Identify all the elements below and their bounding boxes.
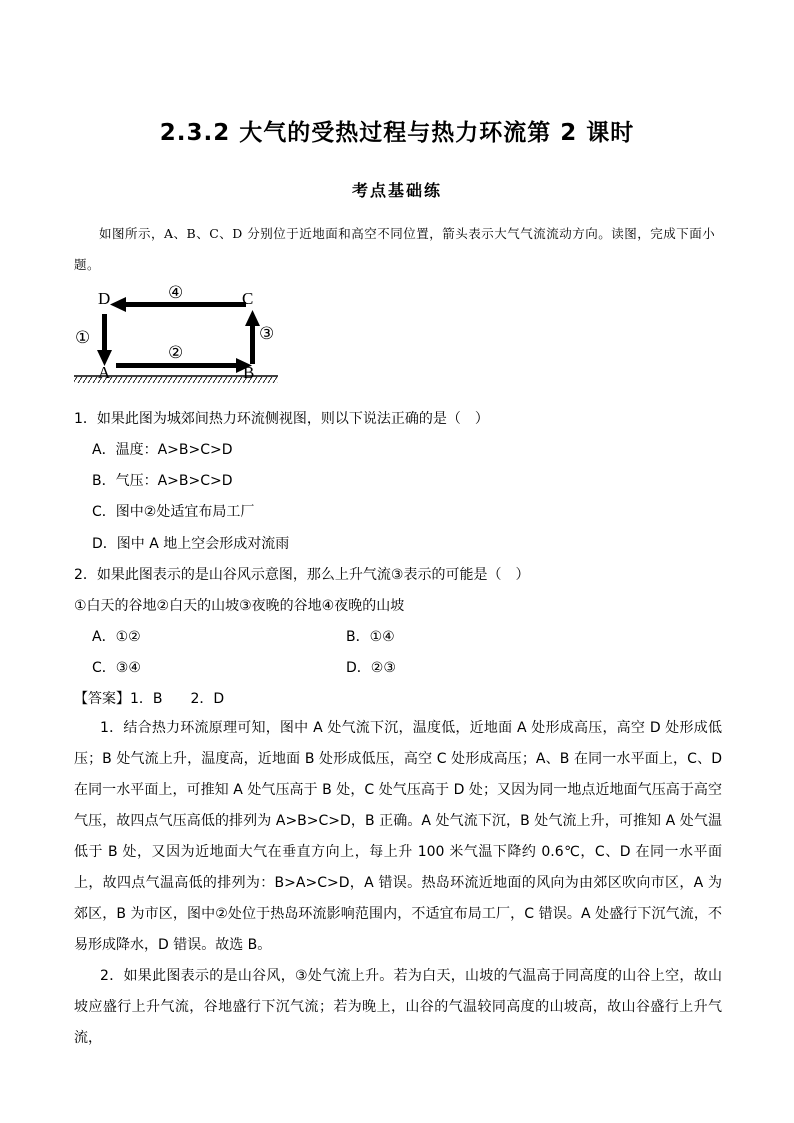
page-title: 2.3.2 大气的受热过程与热力环流第 2 课时: [159, 120, 635, 146]
question-2-choices: ①白天的谷地②白天的山坡③夜晚的谷地④夜晚的山坡: [74, 598, 405, 614]
label-circled-4: ④: [168, 284, 184, 303]
question-2-option-d: D．②③: [346, 660, 396, 676]
label-B: B: [243, 363, 255, 382]
arrow-3-head: [245, 310, 260, 326]
question-1-stem: 1．如果此图为城郊间热力环流侧视图，则以下说法正确的是（ ）: [74, 411, 489, 427]
intro-text: 如图所示，A、B、C、D 分别位于近地面和高空不同位置，箭头表示大气气流流动方向。读图，完成下面小题。: [74, 226, 716, 272]
answer-line: 【答案】1．B 2．D: [74, 691, 225, 707]
label-A: A: [98, 363, 111, 382]
question-1-option-b: B．气压：A>B>C>D: [92, 473, 233, 489]
circulation-diagram: [70, 284, 290, 390]
arrow-2-shaft: [116, 363, 240, 368]
question-1-option-d: D．图中 A 地上空会形成对流雨: [92, 536, 290, 552]
arrow-4-head: [110, 297, 126, 312]
label-C: C: [242, 289, 254, 308]
explanation-1: 1．结合热力环流原理可知，图中 A 处气流下沉，温度低，近地面 A 处形成高压，高空 D 处形成低压；B 处气流上升，温度高，近地面 B 处形成低压，高空 C 处形成高压；A、B 在同一水平面上，C、D 在同一水平面上，可推知 A 处气压高于 B 处，C 处气压高于 D 处；又因为同一地点近地面气压高于高空气压，故四点气压高低的排列为 A>B>C>D，B 正确。A 处气流下沉，B 处气流上升，可推知 A 处气温低于 B 处，又因为近地面大气在垂直方向上，每上升 100 米气温下降约 0.6℃，C、D 在同一水平面上，故四点气温高低的排列为：B>A>C>D，A 错误。热岛环流近地面的风向为由郊区吹向市区，A 为郊区，B 为市区，图中②处位于热岛环流影响范围内，不适宜布局工厂，C 错误。A 处盛行下沉气流，不易形成降水，D 错误。故选 B。: [74, 720, 722, 953]
label-circled-2: ②: [168, 343, 184, 363]
label-circled-3: ③: [259, 324, 275, 344]
arrow-4-shaft: [122, 302, 246, 307]
section-subtitle: 考点基础练: [351, 181, 442, 200]
question-2-stem: 2．如果此图表示的是山谷风示意图，那么上升气流③表示的可能是（ ）: [74, 567, 530, 583]
question-2-option-a: A．①②: [92, 629, 141, 645]
question-2-option-c: C．③④: [92, 660, 141, 676]
label-circled-1: ①: [75, 328, 91, 348]
arrow-3-shaft: [250, 324, 255, 364]
question-1-option-a: A．温度：A>B>C>D: [92, 442, 233, 458]
question-2-option-b: B．①④: [346, 629, 395, 645]
label-D: D: [98, 289, 111, 308]
question-1-option-c: C．图中②处适宜布局工厂: [92, 504, 255, 520]
explanation-2: 2．如果此图表示的是山谷风，③处气流上升。若为白天，山坡的气温高于同高度的山谷上空，故山坡应盛行上升气流，谷地盛行下沉气流；若为晚上，山谷的气温较同高度的山坡高，故山谷盛行上升气流，: [74, 968, 722, 1046]
arrow-1-shaft: [102, 314, 107, 354]
